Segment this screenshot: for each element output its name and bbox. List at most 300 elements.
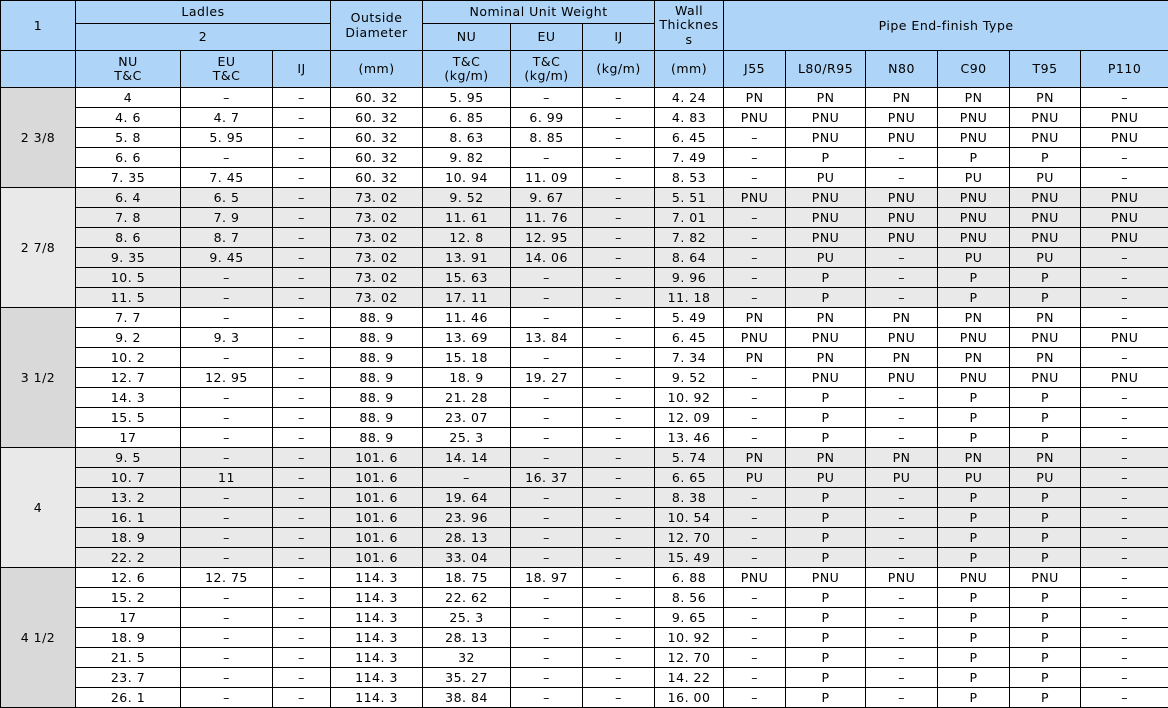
end-finish-l80r95-cell: PN [786,348,866,368]
unit-weight-ij-cell: – [583,428,655,448]
unit-weight-eu-cell: – [511,268,583,288]
end-finish-t95-cell: PNU [1010,108,1081,128]
ladles-eu-tc-cell: – [181,508,273,528]
unit-weight-ij-cell: – [583,648,655,668]
end-finish-c90-cell: P [938,608,1010,628]
unit-weight-eu-cell: – [511,608,583,628]
wall-thickness-cell: 12. 70 [655,528,724,548]
header-grade-t95: T95 [1010,51,1081,88]
unit-weight-eu-cell: 9. 67 [511,188,583,208]
ladles-ij-cell: – [273,468,331,488]
ladles-eu-tc-cell: – [181,428,273,448]
unit-weight-eu-cell: – [511,548,583,568]
header-nuw-nu-unit-line2: (kg/m) [423,69,510,83]
end-finish-c90-cell: PN [938,348,1010,368]
unit-weight-nu-cell: 5. 95 [423,88,511,108]
end-finish-n80-cell: – [866,428,938,448]
end-finish-l80r95-cell: P [786,488,866,508]
ladles-eu-tc-cell: – [181,88,273,108]
unit-weight-eu-cell: 8. 85 [511,128,583,148]
end-finish-t95-cell: PNU [1010,328,1081,348]
unit-weight-eu-cell: – [511,288,583,308]
outside-diameter-cell: 60. 32 [331,88,423,108]
unit-weight-ij-cell: – [583,268,655,288]
ladles-ij-cell: – [273,188,331,208]
table-row [1,668,1168,688]
end-finish-n80-cell: PN [866,88,938,108]
end-finish-t95-cell: P [1010,488,1081,508]
ladles-eu-tc-cell: 4. 7 [181,108,273,128]
unit-weight-ij-cell: – [583,568,655,588]
header-grade-c90: C90 [938,51,1010,88]
end-finish-j55-cell: PN [724,308,786,328]
ladles-ij-cell: – [273,488,331,508]
end-finish-j55-cell: – [724,388,786,408]
end-finish-t95-cell: P [1010,268,1081,288]
ladles-ij-cell: – [273,668,331,688]
size-label: 4 [1,448,76,568]
unit-weight-eu-cell: 11. 09 [511,168,583,188]
header-nuw-eu-unit-line2: (kg/m) [511,69,582,83]
unit-weight-ij-cell: – [583,88,655,108]
size-label: 2 7/8 [1,188,76,308]
end-finish-p110-cell: – [1081,488,1168,508]
unit-weight-ij-cell: – [583,168,655,188]
end-finish-c90-cell: PU [938,248,1010,268]
ladles-nu-tc-cell: 16. 1 [76,508,181,528]
unit-weight-ij-cell: – [583,408,655,428]
end-finish-p110-cell: – [1081,528,1168,548]
unit-weight-nu-cell: 14. 14 [423,448,511,468]
table-row [1,548,1168,568]
table-row [1,308,1168,328]
unit-weight-ij-cell: – [583,228,655,248]
end-finish-p110-cell: PNU [1081,328,1168,348]
outside-diameter-cell: 88. 9 [331,308,423,328]
outside-diameter-cell: 114. 3 [331,668,423,688]
ladles-ij-cell: – [273,648,331,668]
unit-weight-eu-cell: – [511,408,583,428]
table-row [1,388,1168,408]
end-finish-c90-cell: P [938,688,1010,708]
header-ladles: Ladles [76,1,331,24]
unit-weight-ij-cell: – [583,208,655,228]
ladles-eu-tc-cell: – [181,408,273,428]
outside-diameter-cell: 101. 6 [331,548,423,568]
outside-diameter-cell: 114. 3 [331,588,423,608]
end-finish-p110-cell: – [1081,628,1168,648]
end-finish-t95-cell: PU [1010,468,1081,488]
table-row [1,608,1168,628]
outside-diameter-cell: 101. 6 [331,448,423,468]
ladles-ij-cell: – [273,348,331,368]
ladles-ij-cell: – [273,208,331,228]
outside-diameter-cell: 88. 9 [331,368,423,388]
end-finish-j55-cell: – [724,588,786,608]
end-finish-l80r95-cell: P [786,388,866,408]
unit-weight-eu-cell: – [511,348,583,368]
ladles-nu-tc-cell: 10. 2 [76,348,181,368]
table-row [1,408,1168,428]
end-finish-c90-cell: PN [938,448,1010,468]
outside-diameter-cell: 73. 02 [331,208,423,228]
ladles-nu-tc-cell: 12. 7 [76,368,181,388]
end-finish-l80r95-cell: P [786,688,866,708]
end-finish-t95-cell: P [1010,288,1081,308]
end-finish-n80-cell: – [866,688,938,708]
table-body [1,88,1168,708]
end-finish-t95-cell: P [1010,408,1081,428]
table-row [1,448,1168,468]
end-finish-c90-cell: P [938,628,1010,648]
table-row [1,628,1168,648]
unit-weight-ij-cell: – [583,548,655,568]
wall-thickness-cell: 4. 83 [655,108,724,128]
header-blank-corner [1,51,76,88]
end-finish-p110-cell: – [1081,608,1168,628]
header-wall-unit: (mm) [655,51,724,88]
end-finish-j55-cell: – [724,548,786,568]
end-finish-j55-cell: – [724,528,786,548]
outside-diameter-cell: 114. 3 [331,648,423,668]
end-finish-j55-cell: – [724,668,786,688]
end-finish-t95-cell: PNU [1010,188,1081,208]
end-finish-c90-cell: PU [938,468,1010,488]
end-finish-t95-cell: PU [1010,248,1081,268]
end-finish-j55-cell: – [724,628,786,648]
unit-weight-nu-cell: 17. 11 [423,288,511,308]
end-finish-n80-cell: PN [866,448,938,468]
unit-weight-nu-cell: 25. 3 [423,428,511,448]
end-finish-c90-cell: PNU [938,208,1010,228]
end-finish-l80r95-cell: P [786,668,866,688]
ladles-eu-tc-cell: 12. 95 [181,368,273,388]
end-finish-n80-cell: – [866,408,938,428]
end-finish-c90-cell: P [938,648,1010,668]
end-finish-j55-cell: – [724,168,786,188]
ladles-eu-tc-cell: 11 [181,468,273,488]
end-finish-t95-cell: PNU [1010,368,1081,388]
ladles-eu-tc-cell: – [181,308,273,328]
wall-thickness-cell: 6. 45 [655,128,724,148]
end-finish-n80-cell: – [866,608,938,628]
ladles-eu-tc-cell: 12. 75 [181,568,273,588]
ladles-nu-tc-cell: 18. 9 [76,628,181,648]
end-finish-n80-cell: – [866,548,938,568]
unit-weight-ij-cell: – [583,128,655,148]
end-finish-n80-cell: – [866,628,938,648]
unit-weight-ij-cell: – [583,348,655,368]
header-nuw-ij: IJ [583,24,655,51]
ladles-eu-tc-cell: – [181,448,273,468]
unit-weight-nu-cell: 33. 04 [423,548,511,568]
table-row [1,168,1168,188]
outside-diameter-cell: 88. 9 [331,328,423,348]
ladles-eu-tc-cell: – [181,628,273,648]
unit-weight-eu-cell: – [511,428,583,448]
outside-diameter-cell: 60. 32 [331,148,423,168]
wall-thickness-cell: 11. 18 [655,288,724,308]
ladles-eu-tc-cell: – [181,388,273,408]
end-finish-c90-cell: P [938,388,1010,408]
header-nuw-nu-unit [423,51,511,88]
unit-weight-ij-cell: – [583,468,655,488]
header-ladles-nu-line1: NU [76,55,180,69]
ladles-nu-tc-cell: 14. 3 [76,388,181,408]
wall-thickness-cell: 9. 52 [655,368,724,388]
ladles-ij-cell: – [273,288,331,308]
outside-diameter-cell: 114. 3 [331,628,423,648]
ladles-eu-tc-cell: – [181,488,273,508]
unit-weight-ij-cell: – [583,528,655,548]
ladles-eu-tc-cell: – [181,288,273,308]
end-finish-n80-cell: – [866,248,938,268]
end-finish-l80r95-cell: PU [786,168,866,188]
header-ladles-eu-line1: EU [181,55,272,69]
ladles-eu-tc-cell: 6. 5 [181,188,273,208]
ladles-nu-tc-cell: 4 [76,88,181,108]
wall-thickness-cell: 6. 88 [655,568,724,588]
end-finish-p110-cell: PNU [1081,228,1168,248]
unit-weight-ij-cell: – [583,628,655,648]
table-row [1,248,1168,268]
ladles-ij-cell: – [273,228,331,248]
end-finish-c90-cell: PNU [938,328,1010,348]
end-finish-c90-cell: PNU [938,108,1010,128]
unit-weight-ij-cell: – [583,688,655,708]
header-grade-l80r95: L80/R95 [786,51,866,88]
end-finish-j55-cell: – [724,248,786,268]
size-label: 3 1/2 [1,308,76,448]
end-finish-j55-cell: – [724,268,786,288]
end-finish-n80-cell: PNU [866,568,938,588]
ladles-ij-cell: – [273,688,331,708]
ladles-nu-tc-cell: 15. 5 [76,408,181,428]
end-finish-c90-cell: P [938,148,1010,168]
end-finish-l80r95-cell: P [786,588,866,608]
end-finish-j55-cell: PN [724,448,786,468]
end-finish-t95-cell: PNU [1010,208,1081,228]
end-finish-l80r95-cell: P [786,628,866,648]
unit-weight-eu-cell: – [511,148,583,168]
end-finish-p110-cell: – [1081,148,1168,168]
table-row [1,208,1168,228]
end-finish-n80-cell: – [866,268,938,288]
ladles-eu-tc-cell: 7. 9 [181,208,273,228]
ladles-nu-tc-cell: 4. 6 [76,108,181,128]
ladles-eu-tc-cell: – [181,668,273,688]
end-finish-c90-cell: P [938,528,1010,548]
end-finish-l80r95-cell: P [786,408,866,428]
wall-thickness-cell: 7. 82 [655,228,724,248]
end-finish-n80-cell: – [866,588,938,608]
end-finish-l80r95-cell: P [786,148,866,168]
ladles-ij-cell: – [273,148,331,168]
unit-weight-ij-cell: – [583,488,655,508]
header-od-unit: (mm) [331,51,423,88]
ladles-eu-tc-cell: – [181,548,273,568]
unit-weight-eu-cell: – [511,448,583,468]
end-finish-p110-cell: – [1081,288,1168,308]
header-outside-diameter-line2: Diameter [331,26,422,40]
end-finish-l80r95-cell: P [786,508,866,528]
unit-weight-nu-cell: 18. 9 [423,368,511,388]
end-finish-t95-cell: P [1010,688,1081,708]
end-finish-t95-cell: PN [1010,348,1081,368]
end-finish-c90-cell: PU [938,168,1010,188]
table-row [1,588,1168,608]
size-label: 2 3/8 [1,88,76,188]
wall-thickness-cell: 5. 74 [655,448,724,468]
ladles-nu-tc-cell: 7. 35 [76,168,181,188]
unit-weight-ij-cell: – [583,668,655,688]
table-row [1,288,1168,308]
outside-diameter-cell: 88. 9 [331,408,423,428]
outside-diameter-cell: 60. 32 [331,128,423,148]
end-finish-l80r95-cell: P [786,268,866,288]
unit-weight-eu-cell: 6. 99 [511,108,583,128]
unit-weight-nu-cell: 13. 69 [423,328,511,348]
outside-diameter-cell: 114. 3 [331,608,423,628]
table-row [1,368,1168,388]
ladles-eu-tc-cell: 9. 3 [181,328,273,348]
ladles-ij-cell: – [273,268,331,288]
outside-diameter-cell: 101. 6 [331,508,423,528]
wall-thickness-cell: 7. 49 [655,148,724,168]
ladles-eu-tc-cell: – [181,608,273,628]
ladles-ij-cell: – [273,628,331,648]
ladles-ij-cell: – [273,388,331,408]
unit-weight-eu-cell: – [511,308,583,328]
table-row [1,148,1168,168]
end-finish-n80-cell: PN [866,308,938,328]
ladles-nu-tc-cell: 10. 5 [76,268,181,288]
outside-diameter-cell: 73. 02 [331,268,423,288]
end-finish-n80-cell: – [866,168,938,188]
unit-weight-ij-cell: – [583,248,655,268]
unit-weight-eu-cell: 11. 76 [511,208,583,228]
end-finish-p110-cell: PNU [1081,188,1168,208]
end-finish-l80r95-cell: PNU [786,208,866,228]
ladles-ij-cell: – [273,328,331,348]
unit-weight-nu-cell: 23. 96 [423,508,511,528]
header-grade-p110: P110 [1081,51,1168,88]
unit-weight-eu-cell: 12. 95 [511,228,583,248]
wall-thickness-cell: 16. 00 [655,688,724,708]
ladles-eu-tc-cell: – [181,588,273,608]
unit-weight-nu-cell: 6. 85 [423,108,511,128]
ladles-ij-cell: – [273,248,331,268]
header-outside-diameter [331,1,423,51]
ladles-nu-tc-cell: 7. 8 [76,208,181,228]
ladles-ij-cell: – [273,448,331,468]
end-finish-c90-cell: P [938,548,1010,568]
ladles-nu-tc-cell: 15. 2 [76,588,181,608]
end-finish-p110-cell: – [1081,388,1168,408]
unit-weight-nu-cell: 22. 62 [423,588,511,608]
ladles-nu-tc-cell: 21. 5 [76,648,181,668]
wall-thickness-cell: 15. 49 [655,548,724,568]
table-row [1,688,1168,708]
header-ladles-nu-tc [76,51,181,88]
ladles-nu-tc-cell: 11. 5 [76,288,181,308]
end-finish-l80r95-cell: PNU [786,368,866,388]
ladles-nu-tc-cell: 6. 4 [76,188,181,208]
unit-weight-nu-cell: 12. 8 [423,228,511,248]
ladles-nu-tc-cell: 13. 2 [76,488,181,508]
end-finish-j55-cell: PNU [724,108,786,128]
unit-weight-ij-cell: – [583,328,655,348]
unit-weight-eu-cell: – [511,508,583,528]
ladles-eu-tc-cell: 9. 45 [181,248,273,268]
header-nuw-nu-unit-line1: T&C [423,55,510,69]
end-finish-t95-cell: P [1010,528,1081,548]
end-finish-l80r95-cell: PNU [786,328,866,348]
table-row [1,108,1168,128]
unit-weight-ij-cell: – [583,388,655,408]
ladles-eu-tc-cell: 7. 45 [181,168,273,188]
wall-thickness-cell: 7. 34 [655,348,724,368]
end-finish-p110-cell: PNU [1081,128,1168,148]
unit-weight-ij-cell: – [583,608,655,628]
end-finish-j55-cell: – [724,368,786,388]
end-finish-j55-cell: PN [724,348,786,368]
end-finish-t95-cell: P [1010,388,1081,408]
end-finish-n80-cell: PNU [866,188,938,208]
wall-thickness-cell: 8. 38 [655,488,724,508]
unit-weight-nu-cell: 9. 52 [423,188,511,208]
end-finish-n80-cell: PNU [866,228,938,248]
ladles-nu-tc-cell: 10. 7 [76,468,181,488]
end-finish-c90-cell: P [938,408,1010,428]
header-wall-thickness-line2: Thicknes [655,18,723,32]
wall-thickness-cell: 9. 65 [655,608,724,628]
unit-weight-nu-cell: 18. 75 [423,568,511,588]
wall-thickness-cell: 6. 45 [655,328,724,348]
size-label: 4 1/2 [1,568,76,708]
end-finish-p110-cell: – [1081,548,1168,568]
end-finish-c90-cell: PNU [938,188,1010,208]
outside-diameter-cell: 114. 3 [331,568,423,588]
end-finish-t95-cell: PNU [1010,228,1081,248]
ladles-ij-cell: – [273,88,331,108]
unit-weight-ij-cell: – [583,308,655,328]
ladles-eu-tc-cell: – [181,648,273,668]
end-finish-j55-cell: – [724,148,786,168]
end-finish-p110-cell: – [1081,568,1168,588]
table-row [1,648,1168,668]
unit-weight-ij-cell: – [583,148,655,168]
header-pipe-end-finish-type: Pipe End-finish Type [724,1,1168,51]
unit-weight-eu-cell: – [511,388,583,408]
outside-diameter-cell: 73. 02 [331,248,423,268]
outside-diameter-cell: 88. 9 [331,348,423,368]
end-finish-l80r95-cell: P [786,288,866,308]
end-finish-n80-cell: PU [866,468,938,488]
ladles-eu-tc-cell: – [181,268,273,288]
end-finish-c90-cell: P [938,668,1010,688]
wall-thickness-cell: 13. 46 [655,428,724,448]
end-finish-j55-cell: PNU [724,188,786,208]
unit-weight-eu-cell: – [511,648,583,668]
end-finish-c90-cell: PNU [938,368,1010,388]
unit-weight-nu-cell: 15. 18 [423,348,511,368]
end-finish-t95-cell: P [1010,148,1081,168]
unit-weight-eu-cell: 14. 06 [511,248,583,268]
unit-weight-ij-cell: – [583,288,655,308]
header-row-1 [1,1,1168,24]
end-finish-l80r95-cell: P [786,428,866,448]
